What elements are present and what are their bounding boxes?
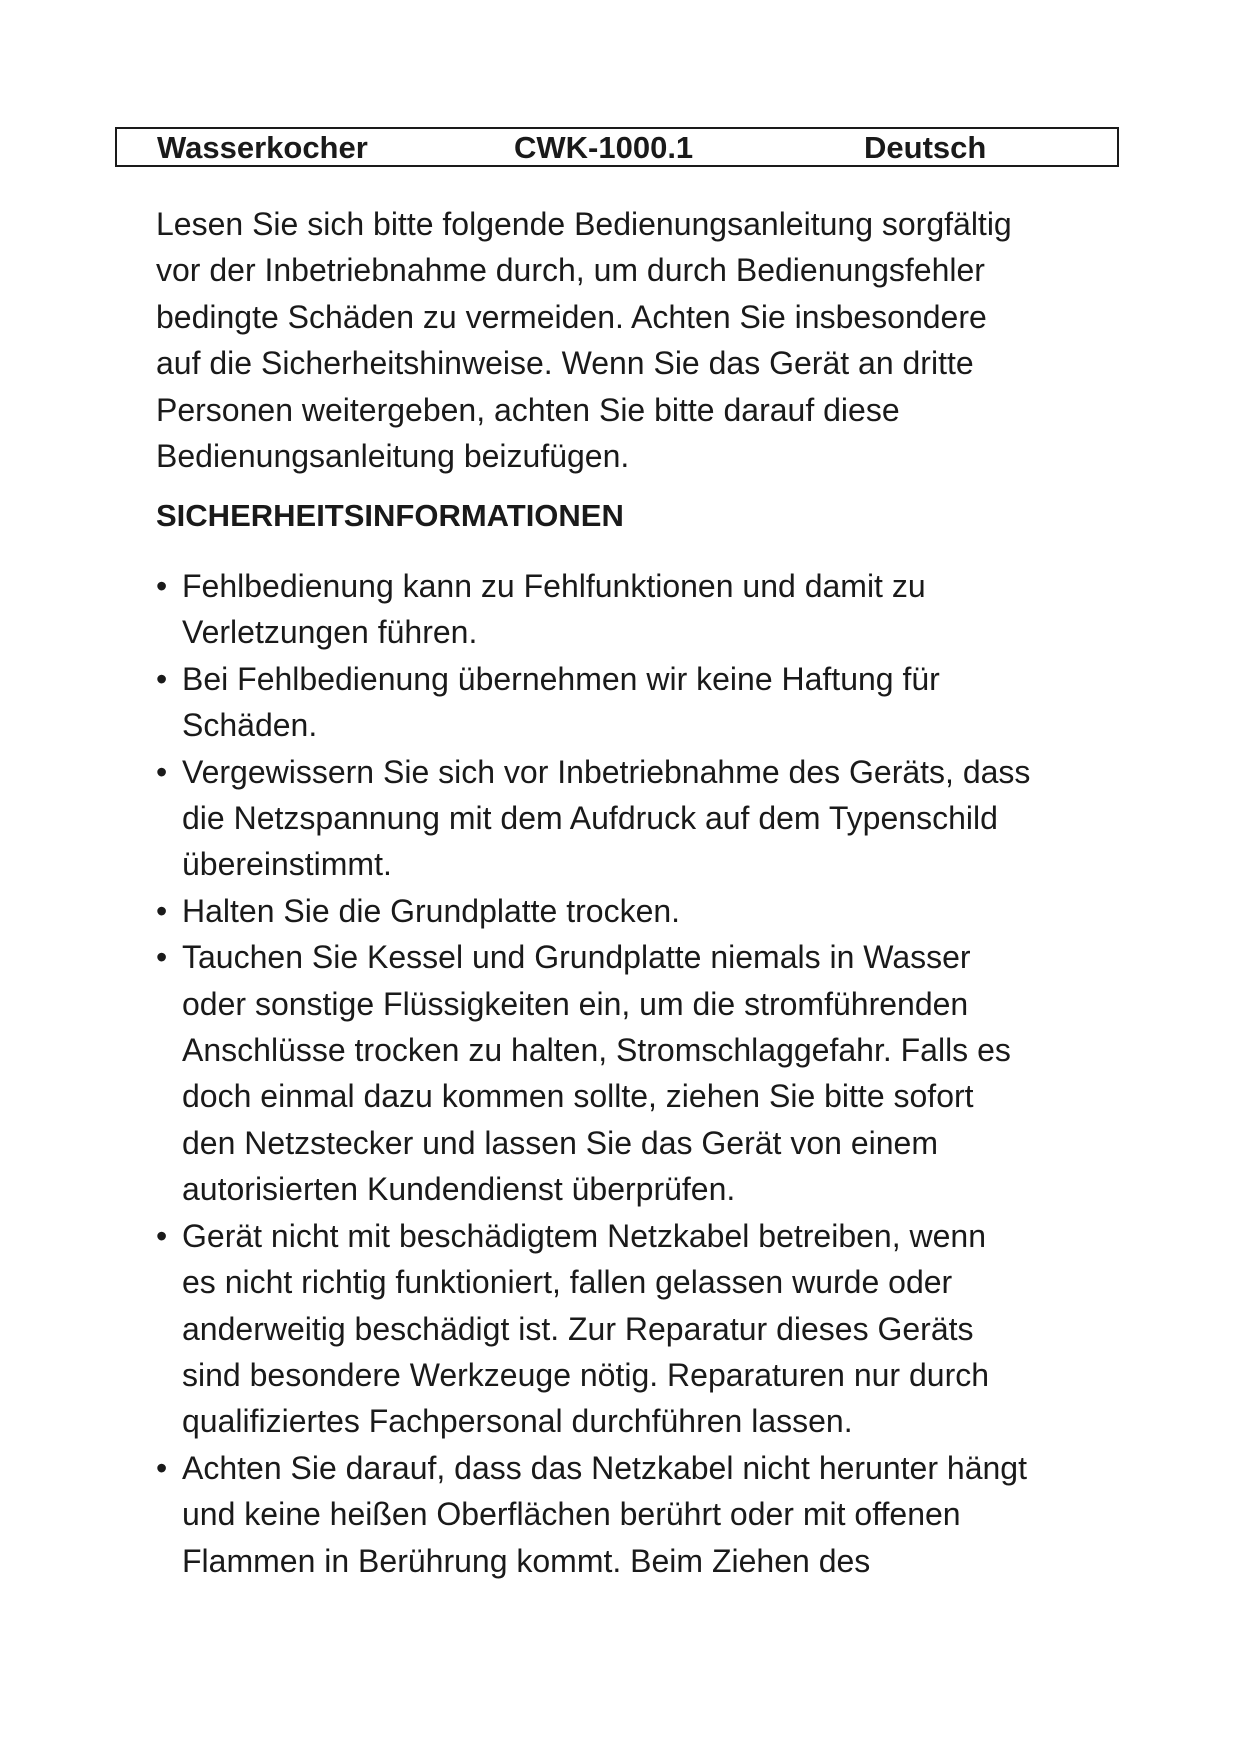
header-product-name: Wasserkocher xyxy=(157,130,368,165)
bullet-point-icon: • xyxy=(156,939,168,976)
bullet-line: Vergewissern Sie sich vor Inbetriebnahme des Geräts, dass xyxy=(182,753,1031,790)
safety-bullet-item xyxy=(156,563,1126,656)
header-language: Deutsch xyxy=(864,130,987,165)
safety-bullet-list xyxy=(156,563,1126,1584)
bullet-line: den Netzstecker und lassen Sie das Gerät von einem xyxy=(182,1124,938,1161)
safety-bullet-item xyxy=(156,934,1126,1212)
header-model-number: CWK-1000.1 xyxy=(514,130,694,165)
bullet-line: es nicht richtig funktioniert, fallen gelassen wurde oder xyxy=(182,1264,953,1301)
section-heading: SICHERHEITSINFORMATIONEN xyxy=(156,498,624,533)
bullet-line: Bei Fehlbedienung übernehmen wir keine Haftung für xyxy=(182,660,940,697)
bullet-line: autorisierten Kundendienst überprüfen. xyxy=(182,1171,736,1208)
intro-line: vor der Inbetriebnahme durch, um durch Bedienungsfehler xyxy=(156,252,985,289)
bullet-point-icon: • xyxy=(156,1217,168,1254)
bullet-point-icon: • xyxy=(156,660,168,697)
bullet-line: oder sonstige Flüssigkeiten ein, um die stromführenden xyxy=(182,985,969,1022)
safety-bullet-item xyxy=(156,888,1126,934)
bullet-line: Halten Sie die Grundplatte trocken. xyxy=(182,892,681,929)
intro-line: bedingte Schäden zu vermeiden. Achten Sie insbesondere xyxy=(156,298,987,335)
bullet-line: und keine heißen Oberflächen berührt oder mit offenen xyxy=(182,1496,961,1533)
bullet-point-icon: • xyxy=(156,1449,168,1486)
bullet-line: Fehlbedienung kann zu Fehlfunktionen und damit zu xyxy=(182,568,926,604)
bullet-line: Gerät nicht mit beschädigtem Netzkabel betreiben, wenn xyxy=(182,1217,986,1254)
document-header xyxy=(115,127,1119,167)
bullet-line: qualifiziertes Fachpersonal durchführen lassen. xyxy=(182,1403,853,1440)
bullet-line: übereinstimmt. xyxy=(182,846,392,883)
safety-bullet-item xyxy=(156,1445,1126,1584)
bullet-point-icon: • xyxy=(156,753,168,790)
bullet-line: Verletzungen führen. xyxy=(182,614,478,651)
bullet-line: anderweitig beschädigt ist. Zur Reparatur dieses Geräts xyxy=(182,1310,974,1347)
intro-line: Personen weitergeben, achten Sie bitte darauf diese xyxy=(156,391,900,428)
intro-line: auf die Sicherheitshinweise. Wenn Sie das Gerät an dritte xyxy=(156,345,974,382)
bullet-line: Achten Sie darauf, dass das Netzkabel nicht herunter hängt xyxy=(182,1449,1027,1486)
bullet-point-icon: • xyxy=(156,568,168,604)
safety-bullet-item xyxy=(156,749,1126,888)
safety-bullet-item xyxy=(156,656,1126,749)
intro-line: Bedienungsanleitung beizufügen. xyxy=(156,438,630,475)
intro-line: Lesen Sie sich bitte folgende Bedienungsanleitung sorgfältig xyxy=(156,206,1012,242)
safety-bullet-item xyxy=(156,1213,1126,1445)
bullet-line: sind besondere Werkzeuge nötig. Reparaturen nur durch xyxy=(182,1356,990,1393)
bullet-line: Schäden. xyxy=(182,707,318,744)
bullet-line: doch einmal dazu kommen sollte, ziehen Sie bitte sofort xyxy=(182,1078,974,1115)
bullet-line: die Netzspannung mit dem Aufdruck auf dem Typenschild xyxy=(182,800,998,837)
bullet-line: Tauchen Sie Kessel und Grundplatte niemals in Wasser xyxy=(182,939,971,976)
intro-paragraph xyxy=(156,201,1116,479)
bullet-line: Anschlüsse trocken zu halten, Stromschlaggefahr. Falls es xyxy=(182,1032,1011,1069)
bullet-line: Flammen in Berührung kommt. Beim Ziehen des xyxy=(182,1542,871,1579)
bullet-point-icon: • xyxy=(156,892,168,929)
